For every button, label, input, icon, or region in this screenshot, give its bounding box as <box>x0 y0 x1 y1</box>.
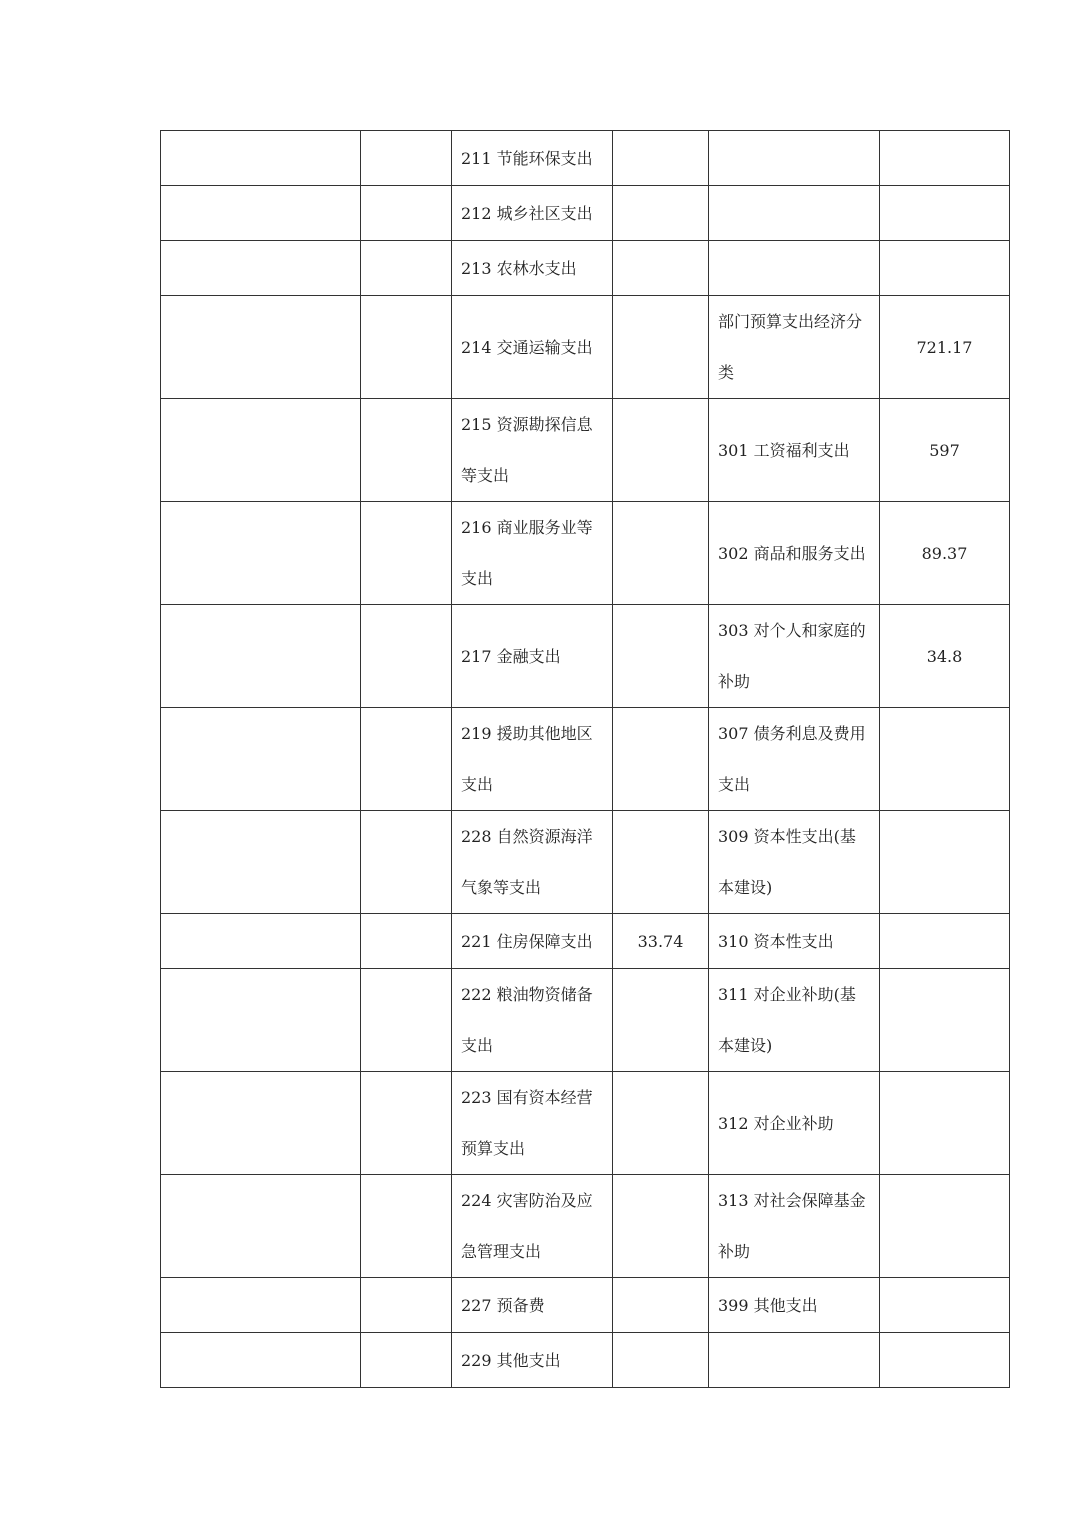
function-category-cell: 224 灾害防治及应急管理支出 <box>452 1175 613 1278</box>
economic-amount-cell <box>880 1278 1010 1333</box>
economic-category-cell: 301 工资福利支出 <box>709 399 880 502</box>
table-row <box>161 502 1010 605</box>
blank-cell <box>361 502 452 605</box>
economic-amount-cell: 721.17 <box>880 296 1010 399</box>
blank-cell <box>361 969 452 1072</box>
blank-cell <box>361 241 452 296</box>
economic-amount-cell <box>880 1333 1010 1388</box>
economic-amount-cell <box>880 708 1010 811</box>
function-category-cell: 227 预备费 <box>452 1278 613 1333</box>
table-row <box>161 131 1010 186</box>
economic-amount-cell <box>880 241 1010 296</box>
blank-cell <box>161 605 361 708</box>
blank-cell <box>361 605 452 708</box>
function-amount-cell: 33.74 <box>613 914 709 969</box>
economic-category-cell: 310 资本性支出 <box>709 914 880 969</box>
function-category-cell: 212 城乡社区支出 <box>452 186 613 241</box>
function-amount-cell <box>613 811 709 914</box>
function-amount-cell <box>613 399 709 502</box>
table-row <box>161 399 1010 502</box>
table-row <box>161 708 1010 811</box>
economic-amount-cell <box>880 811 1010 914</box>
economic-category-cell: 313 对社会保障基金补助 <box>709 1175 880 1278</box>
economic-category-cell: 部门预算支出经济分类 <box>709 296 880 399</box>
function-category-cell: 221 住房保障支出 <box>452 914 613 969</box>
blank-cell <box>161 296 361 399</box>
function-category-cell: 213 农林水支出 <box>452 241 613 296</box>
economic-category-cell: 302 商品和服务支出 <box>709 502 880 605</box>
blank-cell <box>161 708 361 811</box>
blank-cell <box>361 1333 452 1388</box>
function-amount-cell <box>613 708 709 811</box>
economic-amount-cell: 89.37 <box>880 502 1010 605</box>
function-amount-cell <box>613 186 709 241</box>
function-amount-cell <box>613 296 709 399</box>
table-row <box>161 969 1010 1072</box>
economic-category-cell <box>709 1333 880 1388</box>
blank-cell <box>361 1175 452 1278</box>
blank-cell <box>361 131 452 186</box>
function-category-cell: 228 自然资源海洋气象等支出 <box>452 811 613 914</box>
table-row <box>161 811 1010 914</box>
economic-category-cell: 303 对个人和家庭的补助 <box>709 605 880 708</box>
budget-table <box>160 130 1010 1388</box>
blank-cell <box>361 296 452 399</box>
blank-cell <box>161 1333 361 1388</box>
blank-cell <box>161 811 361 914</box>
function-category-cell: 223 国有资本经营预算支出 <box>452 1072 613 1175</box>
blank-cell <box>361 708 452 811</box>
blank-cell <box>161 969 361 1072</box>
function-category-cell: 214 交通运输支出 <box>452 296 613 399</box>
table-row <box>161 1278 1010 1333</box>
economic-amount-cell <box>880 969 1010 1072</box>
economic-category-cell <box>709 186 880 241</box>
blank-cell <box>161 502 361 605</box>
economic-category-cell: 307 债务利息及费用支出 <box>709 708 880 811</box>
blank-cell <box>161 1175 361 1278</box>
function-category-cell: 211 节能环保支出 <box>452 131 613 186</box>
function-amount-cell <box>613 1278 709 1333</box>
economic-category-cell: 399 其他支出 <box>709 1278 880 1333</box>
table-row <box>161 914 1010 969</box>
function-amount-cell <box>613 1072 709 1175</box>
function-category-cell: 229 其他支出 <box>452 1333 613 1388</box>
function-amount-cell <box>613 605 709 708</box>
blank-cell <box>361 399 452 502</box>
blank-cell <box>361 186 452 241</box>
economic-amount-cell <box>880 914 1010 969</box>
function-amount-cell <box>613 1175 709 1278</box>
table-row <box>161 241 1010 296</box>
blank-cell <box>361 1072 452 1175</box>
economic-amount-cell <box>880 131 1010 186</box>
function-category-cell: 215 资源勘探信息等支出 <box>452 399 613 502</box>
economic-category-cell <box>709 241 880 296</box>
economic-category-cell <box>709 131 880 186</box>
table-row <box>161 1175 1010 1278</box>
blank-cell <box>161 914 361 969</box>
function-amount-cell <box>613 1333 709 1388</box>
table-row <box>161 186 1010 241</box>
blank-cell <box>361 1278 452 1333</box>
economic-amount-cell: 597 <box>880 399 1010 502</box>
function-category-cell: 217 金融支出 <box>452 605 613 708</box>
economic-category-cell: 312 对企业补助 <box>709 1072 880 1175</box>
function-category-cell: 219 援助其他地区支出 <box>452 708 613 811</box>
blank-cell <box>161 131 361 186</box>
function-category-cell: 216 商业服务业等支出 <box>452 502 613 605</box>
function-amount-cell <box>613 131 709 186</box>
table-row <box>161 605 1010 708</box>
blank-cell <box>161 186 361 241</box>
blank-cell <box>161 1072 361 1175</box>
blank-cell <box>161 1278 361 1333</box>
function-amount-cell <box>613 502 709 605</box>
function-amount-cell <box>613 241 709 296</box>
blank-cell <box>361 914 452 969</box>
blank-cell <box>161 241 361 296</box>
economic-category-cell: 311 对企业补助(基本建设) <box>709 969 880 1072</box>
economic-amount-cell <box>880 1072 1010 1175</box>
function-category-cell: 222 粮油物资储备支出 <box>452 969 613 1072</box>
economic-amount-cell <box>880 1175 1010 1278</box>
economic-category-cell: 309 资本性支出(基本建设) <box>709 811 880 914</box>
blank-cell <box>161 399 361 502</box>
blank-cell <box>361 811 452 914</box>
table-row <box>161 1333 1010 1388</box>
function-amount-cell <box>613 969 709 1072</box>
table-row <box>161 296 1010 399</box>
table-row <box>161 1072 1010 1175</box>
economic-amount-cell <box>880 186 1010 241</box>
economic-amount-cell: 34.8 <box>880 605 1010 708</box>
